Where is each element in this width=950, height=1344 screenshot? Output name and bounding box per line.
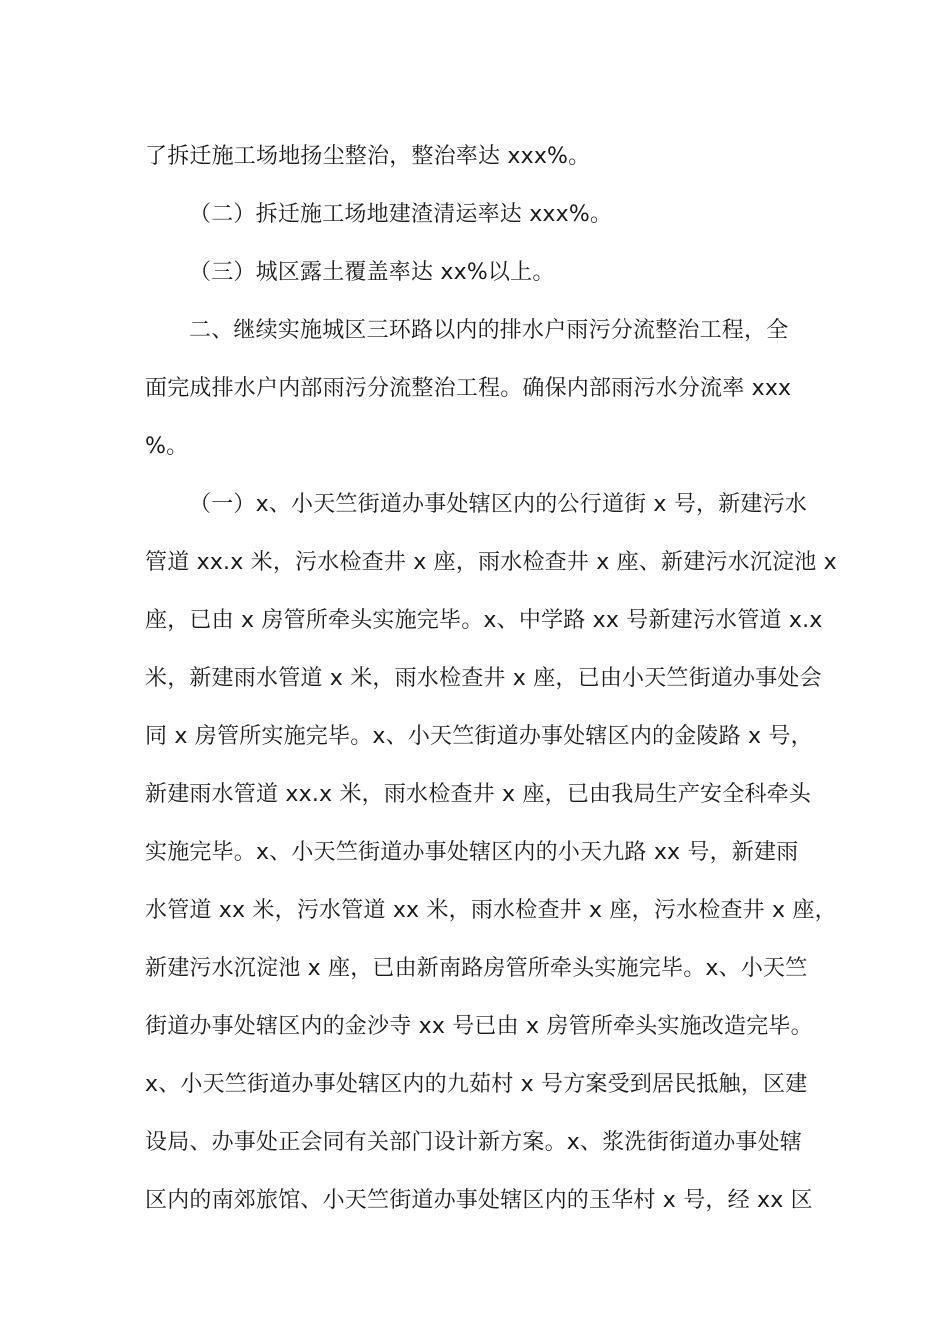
text-line: 区内的南郊旅馆、小天竺街道办事处辖区内的玉华村 x 号，经 xx 区 (145, 1188, 813, 1213)
text-line: x、小天竺街道办事处辖区内的九茹村 x 号方案受到居民抵触，区建 (145, 1072, 808, 1097)
text-line: 二、继续实施城区三环路以内的排水户雨污分流整治工程，全 (189, 318, 789, 343)
text-line: 管道 xx.x 米，污水检查井 x 座，雨水检查井 x 座、新建污水沉淀池 x (145, 550, 837, 575)
text-line: 街道办事处辖区内的金沙寺 xx 号已由 x 房管所牵头实施改造完毕。 (145, 1014, 813, 1039)
text-line: （三）城区露土覆盖率达 xx%以上。 (189, 260, 555, 285)
text-line: %。 (145, 434, 189, 459)
text-line: 设局、办事处正会同有关部门设计新方案。x、浆洗街街道办事处辖 (145, 1130, 803, 1155)
text-line: 水管道 xx 米，污水管道 xx 米，雨水检查井 x 座，污水检查井 x 座， (145, 898, 837, 923)
text-line: 同 x 房管所实施完毕。x、小天竺街道办事处辖区内的金陵路 x 号， (145, 724, 813, 749)
text-line: （二）拆迁施工场地建渣清运率达 xxx%。 (189, 202, 613, 227)
text-line: 新建雨水管道 xx.x 米，雨水检查井 x 座，已由我局生产安全科牵头 (145, 782, 812, 807)
text-line: （一）x、小天竺街道办事处辖区内的公行道街 x 号，新建污水 (189, 492, 808, 517)
text-line: 新建污水沉淀池 x 座，已由新南路房管所牵头实施完毕。x、小天竺 (145, 956, 808, 981)
text-line: 实施完毕。x、小天竺街道办事处辖区内的小天九路 xx 号，新建雨 (145, 840, 799, 865)
text-line: 了拆迁施工场地扬尘整治，整治率达 xxx%。 (145, 144, 591, 169)
document-body (145, 128, 837, 1230)
text-line: 座，已由 x 房管所牵头实施完毕。x、中学路 xx 号新建污水管道 x.x (145, 608, 823, 633)
text-line: 面完成排水户内部雨污分流整治工程。确保内部雨污水分流率 xxx (145, 376, 792, 401)
text-line: 米，新建雨水管道 x 米，雨水检查井 x 座，已由小天竺街道办事处会 (145, 666, 822, 691)
